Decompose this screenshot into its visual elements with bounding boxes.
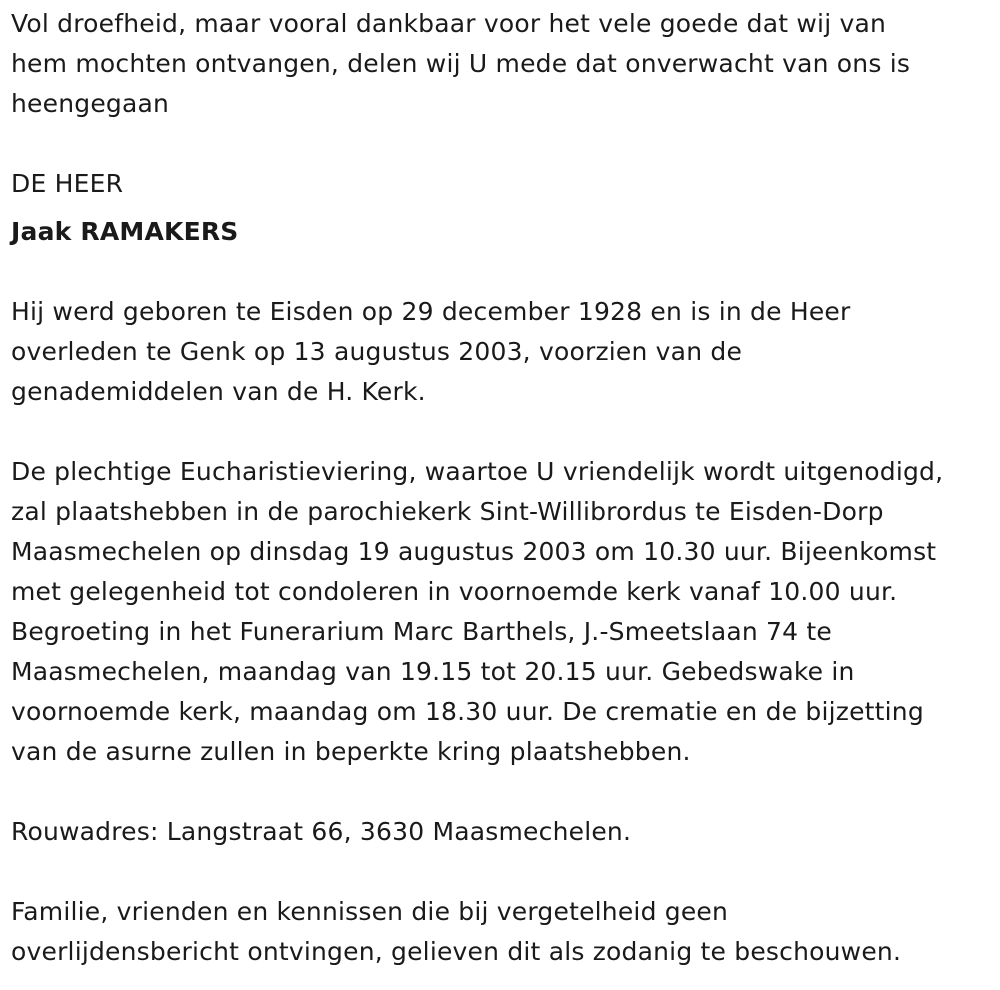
spacer (11, 252, 996, 292)
intro-line: Vol droefheid, maar vooral dankbaar voor het vele goede dat wij van (11, 9, 887, 38)
intro-paragraph (11, 4, 996, 124)
ceremony-line: Maasmechelen op dinsdag 19 augustus 2003 om 10.30 uur. Bijeenkomst (11, 537, 937, 566)
mourning-address: Rouwadres: Langstraat 66, 3630 Maasmechelen. (11, 817, 632, 846)
title-prefix: DE HEER (11, 169, 124, 198)
ceremony-line: zal plaatshebben in de parochiekerk Sint-Willibrordus te Eisden-Dorp (11, 497, 884, 526)
birth-death-line: Hij werd geboren te Eisden op 29 december 1928 en is in de Heer (11, 297, 851, 326)
ceremony-line: met gelegenheid tot condoleren in voornoemde kerk vanaf 10.00 uur. (11, 577, 898, 606)
spacer (11, 772, 996, 812)
closing-line: Familie, vrienden en kennissen die bij vergetelheid geen (11, 897, 729, 926)
intro-line: hem mochten ontvangen, delen wij U mede dat onverwacht van ons is (11, 49, 911, 78)
birth-death-line: genademiddelen van de H. Kerk. (11, 377, 426, 406)
ceremony-line: Maasmechelen, maandag van 19.15 tot 20.15 uur. Gebedswake in (11, 657, 855, 686)
intro-line: heengegaan (11, 89, 170, 118)
address-paragraph (11, 812, 996, 852)
closing-line: overlijdensbericht ontvingen, gelieven dit als zodanig te beschouwen. (11, 937, 902, 966)
deceased-name: Jaak RAMAKERS (11, 217, 239, 246)
ceremony-line: van de asurne zullen in beperkte kring plaatshebben. (11, 737, 691, 766)
spacer (11, 124, 996, 164)
birth-death-line: overleden te Genk op 13 augustus 2003, voorzien van de (11, 337, 743, 366)
ceremony-line: De plechtige Eucharistieviering, waartoe U vriendelijk wordt uitgenodigd, (11, 457, 944, 486)
birth-death-paragraph (11, 292, 996, 412)
death-notice-document (11, 4, 996, 972)
spacer (11, 412, 996, 452)
ceremony-line: Begroeting in het Funerarium Marc Barthels, J.-Smeetslaan 74 te (11, 617, 832, 646)
spacer (11, 852, 996, 892)
closing-paragraph (11, 892, 996, 972)
ceremony-line: voornoemde kerk, maandag om 18.30 uur. De crematie en de bijzetting (11, 697, 924, 726)
ceremony-paragraph (11, 452, 996, 772)
